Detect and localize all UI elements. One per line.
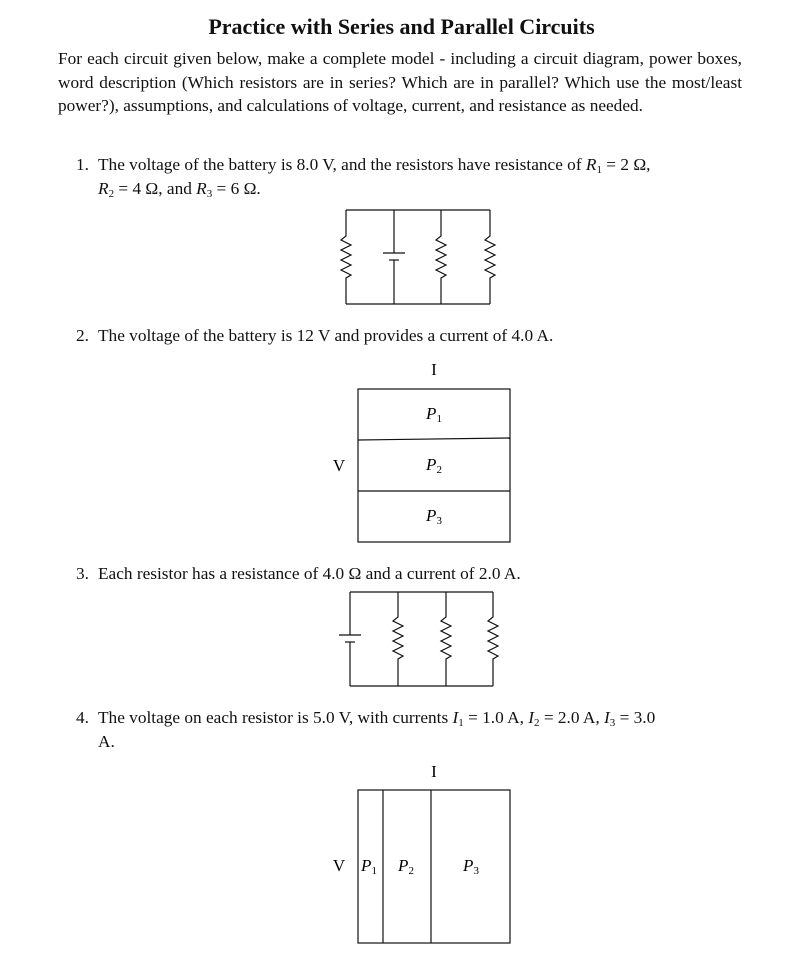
- intro-paragraph: For each circuit given below, make a complete model - including a circuit diagram, power boxes, word description (Which resistors are in series? Which are in parallel? Which use the most/least power?), assumptions, and calculations of voltage, current, and resistance as needed.: [58, 49, 742, 115]
- problem-4-number: 4.: [76, 708, 89, 727]
- power-box-2-cell-p3: P3: [426, 506, 442, 527]
- problem-1: 1. The voltage of the battery is 8.0 V, and the resistors have resistance of $R_1 = 2$ Ω, $R_2 = 4$ Ω, and $R_3 = 6$ Ω.: [76, 153, 742, 200]
- problem-4-continuation: A.: [98, 731, 115, 751]
- problem-2-text: The voltage of the battery is 12 V and provides a current of 4.0 A.: [98, 326, 554, 345]
- page-title: Practice with Series and Parallel Circuits: [208, 14, 595, 39]
- power-box-2-cell-p1: P1: [426, 404, 442, 425]
- power-box-2-current-label: I: [431, 360, 437, 379]
- problem-3-number: 3.: [76, 564, 89, 583]
- problem-1-number: 1.: [76, 155, 89, 174]
- power-box-4-cell-p2: P2: [398, 856, 414, 877]
- problem-1-continuation: $R_2 = 4$ Ω, and $R_3 = 6$ Ω.: [98, 178, 261, 200]
- power-box-2-cell-p2: P2: [426, 455, 442, 476]
- problem-3-text: Each resistor has a resistance of 4.0 Ω and a current of 2.0 A.: [98, 564, 521, 583]
- power-box-4-current-label: I: [431, 762, 437, 781]
- problem-4-text: The voltage on each resistor is 5.0 V, with currents: [98, 708, 453, 727]
- power-box-4-frame: [358, 790, 510, 943]
- problem-2-number: 2.: [76, 326, 89, 345]
- power-box-4-voltage-label: V: [332, 856, 346, 875]
- problem-4: 4. The voltage on each resistor is 5.0 V, with currents $I_1 = 1.0$ A, $I_2 = 2.0$ A, $I_3 = 3.0$ A.: [76, 706, 742, 753]
- power-box-2-voltage-label: V: [332, 456, 346, 475]
- power-box-4-cell-p3: P3: [463, 856, 479, 877]
- power-box-4-cell-p1: P1: [361, 856, 377, 877]
- problem-1-text: The voltage of the battery is 8.0 V, and the resistors have resistance of: [98, 155, 586, 174]
